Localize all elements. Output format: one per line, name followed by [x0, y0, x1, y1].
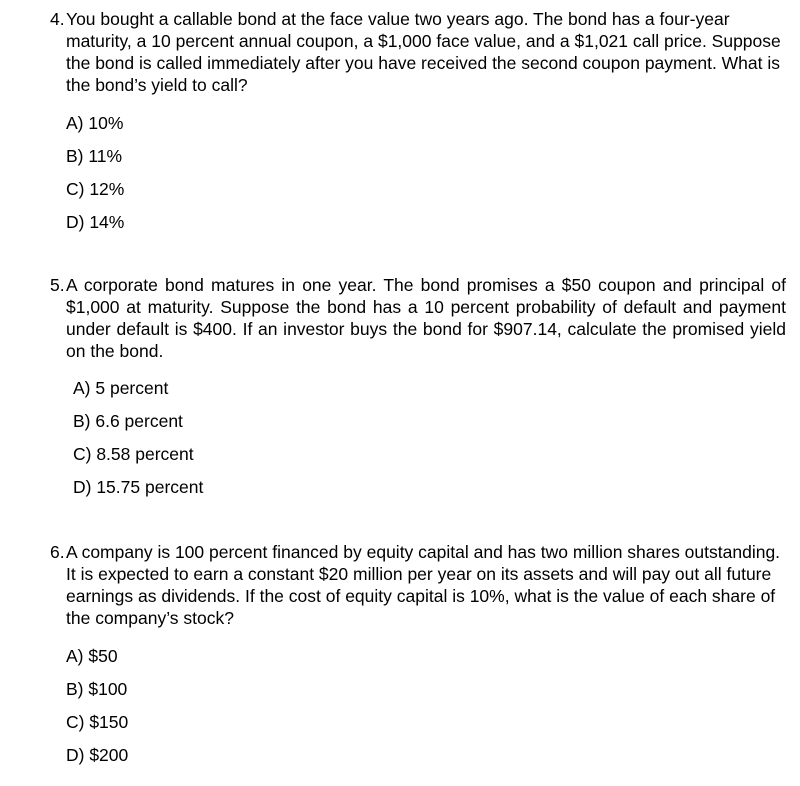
question-4	[0, 8, 800, 96]
answer-option-d[interactable]: D) 14%	[66, 212, 125, 232]
answer-option-c[interactable]: C) 12%	[66, 179, 125, 199]
answer-option-c[interactable]: C) 8.58 percent	[73, 444, 194, 464]
question-text: A company is 100 percent financed by equity capital and has two million shares outstanding. It is expected to earn a constant $20 million per year on its assets and will pay out all future earnings as dividends. If the cost of equity capital is 10%, what is the value of each share of the company’s stock?	[66, 542, 781, 628]
answer-option-a[interactable]: A) $50	[66, 646, 118, 666]
question-text: A corporate bond matures in one year. The bond promises a $50 coupon and principal of $1,000 at maturity. Suppose the bond has a 10 percent probability of default and payment under default is $400. If an investor buys the bond for $907.14, calculate the promised yield on the bond.	[66, 275, 786, 361]
question-number: 6.	[50, 542, 65, 562]
answer-option-a[interactable]: A) 10%	[66, 113, 124, 133]
question-number: 4.	[50, 9, 65, 29]
question-number: 5.	[50, 275, 65, 295]
answer-option-a[interactable]: A) 5 percent	[73, 378, 169, 398]
question-6	[0, 541, 800, 629]
answer-option-b[interactable]: B) 6.6 percent	[73, 411, 183, 431]
question-text: You bought a callable bond at the face value two years ago. The bond has a four-year maturity, a 10 percent annual coupon, a $1,000 face value, and a $1,021 call price. Suppose the bond is called immediately after you have received the second coupon payment. What is the bond’s yield to call?	[66, 9, 781, 95]
answer-option-b[interactable]: B) $100	[66, 679, 128, 699]
answer-option-b[interactable]: B) 11%	[66, 146, 123, 166]
answer-option-d[interactable]: D) $200	[66, 745, 129, 765]
answer-option-d[interactable]: D) 15.75 percent	[73, 477, 204, 497]
answer-option-c[interactable]: C) $150	[66, 712, 129, 732]
question-5	[0, 274, 800, 362]
